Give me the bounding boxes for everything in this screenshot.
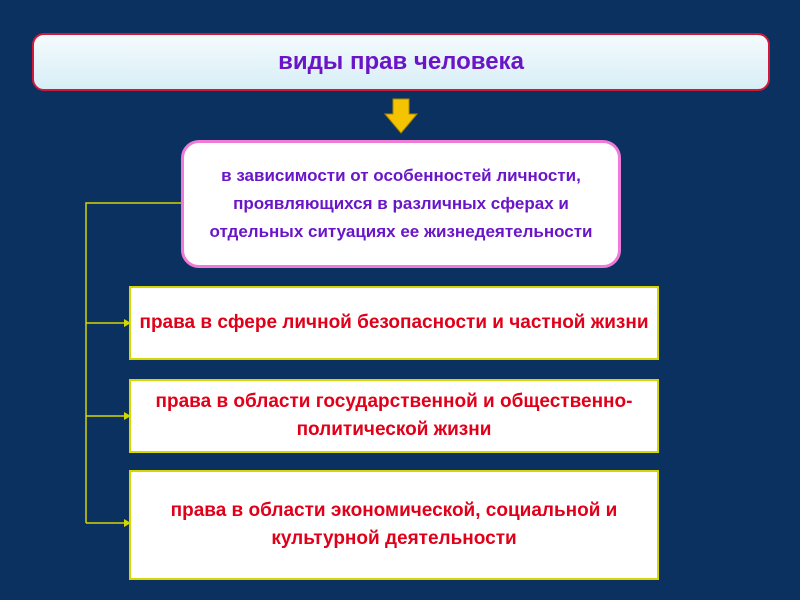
title-box: [32, 33, 770, 91]
category-box-economic: [129, 470, 659, 580]
category-box-personal-security: [129, 286, 659, 360]
criteria-text: в зависимости от особенностей личности, проявляющихся в различных сферах и отдельных ситуациях ее жизнедеятельности: [209, 166, 593, 241]
category-text: права в сфере личной безопасности и частной жизни: [139, 312, 649, 333]
criteria-box: [181, 140, 621, 268]
category-text: права в области государственной и общественно-политической жизни: [155, 391, 633, 440]
category-text: права в области экономической, социальной и культурной деятельности: [170, 500, 618, 549]
category-box-political: [129, 379, 659, 453]
arrow-down-icon: [384, 98, 418, 134]
diagram-title: виды прав человека: [278, 48, 524, 75]
